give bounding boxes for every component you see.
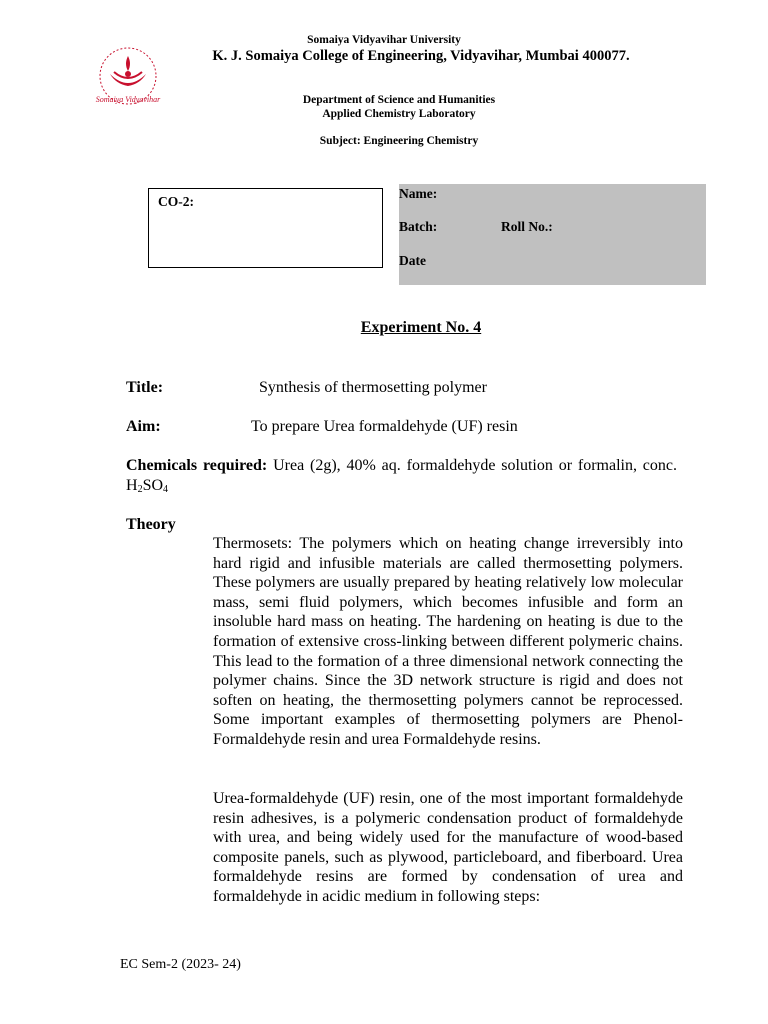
aim-label: Aim: — [126, 418, 161, 435]
date-label: Date — [399, 253, 426, 268]
department-block — [0, 93, 768, 121]
title-label: Title: — [126, 379, 164, 396]
batch-label: Batch: — [399, 219, 438, 234]
theory-paragraph-2: Urea-formaldehyde (UF) resin, one of the most important formaldehyde resin adhesives, is a polymeric condensation product of formaldehyde with urea, and being widely used for the manufacture of wood-based composite panels, such as plywood, particleboard, and fiberboard. Urea formaldehyde resins are formed by condensation of urea and formaldehyde in acidic medium in following steps: — [213, 790, 683, 905]
svg-text:Somaiya Vidyavihar: Somaiya Vidyavihar — [95, 95, 161, 104]
theory-heading: Theory — [126, 516, 176, 533]
department-name: Department of Science and Humanities — [302, 94, 496, 106]
chemicals-required — [126, 456, 677, 496]
chemicals-text: Urea (2g), 40% aq. formaldehyde solution or formalin, conc. H — [126, 457, 678, 494]
title-value: Synthesis of thermosetting polymer — [259, 379, 487, 396]
rollno-label: Roll No.: — [501, 219, 553, 234]
chem-so: SO — [142, 477, 164, 494]
college-name: K. J. Somaiya College of Engineering, Vidyavihar, Mumbai 400077. — [212, 48, 630, 64]
chem-subscript-2: 2 — [137, 484, 143, 495]
lab-name: Applied Chemistry Laboratory — [322, 108, 476, 120]
footer-text: EC Sem-2 (2023- 24) — [120, 957, 241, 972]
university-name: Somaiya Vidyavihar University — [307, 34, 461, 46]
name-label: Name: — [399, 186, 438, 201]
theory-paragraph-1: Thermosets: The polymers which on heating change irreversibly into hard rigid and infusible materials are called thermosetting polymers. These polymers are usually prepared by heating relatively low molecular mass, semi fluid polymers, which becomes infusible and form an insoluble hard mass on heating. The hardening on heating is due to the formation of extensive cross-linking between different polymeric chains. This lead to the formation of a three dimensional network connecting the polymer chains. Since the 3D network structure is rigid and does not soften on heating, the thermosetting polymers cannot be reprocessed. Some important examples of thermosetting polymers are Phenol-Formaldehyde resin and urea Formaldehyde resins. — [213, 535, 683, 748]
chem-subscript-4: 4 — [163, 484, 169, 495]
chemicals-label: Chemicals required: — [126, 457, 268, 474]
aim-value: To prepare Urea formaldehyde (UF) resin — [251, 418, 518, 435]
experiment-heading: Experiment No. 4 — [360, 319, 482, 336]
subject-line: Subject: Engineering Chemistry — [319, 135, 479, 147]
co-label: CO-2: — [158, 194, 194, 209]
